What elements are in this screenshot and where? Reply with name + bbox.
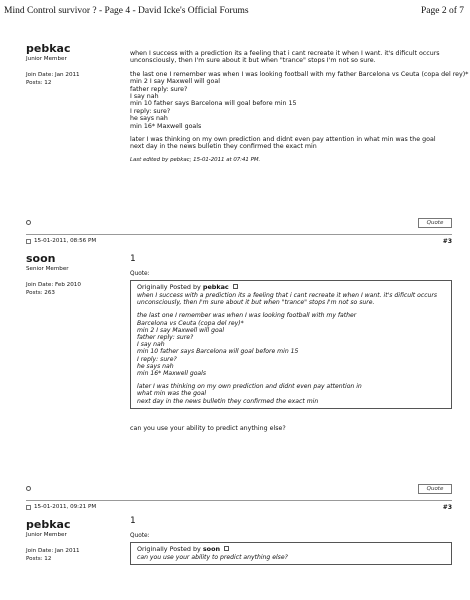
- post-line: the last one I remember was when I was looking football with my father Barcelona vs Ceuta (copa del rey)*: [130, 70, 469, 78]
- post-line: father reply: sure?: [130, 85, 188, 93]
- quote-attribution: [137, 284, 445, 291]
- author-name[interactable]: pebkac: [26, 518, 71, 531]
- quote-line: the last one I remember was when I was looking football with my father: [137, 312, 357, 320]
- author-block: [26, 252, 126, 297]
- view-post-icon[interactable]: [224, 546, 229, 551]
- quote-prefix: Originally Posted by: [137, 282, 201, 291]
- post-dateline: [26, 238, 452, 247]
- post-date: 15-01-2011, 08:56 PM: [34, 238, 97, 244]
- user-meta: [26, 281, 126, 297]
- quote-author[interactable]: pebkac: [202, 282, 229, 291]
- page-number: Page 2 of 7: [420, 6, 464, 16]
- user-meta: [26, 547, 126, 563]
- quote-attribution: [137, 546, 445, 553]
- post-line: min 16* Maxwell goals: [130, 122, 202, 130]
- post-count: Posts: 263: [26, 290, 55, 296]
- post-number-link[interactable]: #3: [442, 504, 452, 511]
- post-date-icon: [26, 505, 31, 510]
- join-date: Join Date: Feb 2010: [26, 282, 81, 288]
- post-line: next day in the news bulletin they confirmed the exact min: [130, 143, 317, 151]
- page-header: [4, 6, 464, 20]
- post-line: min 2 I say Maxwell will goal: [130, 78, 221, 86]
- view-post-icon[interactable]: [233, 284, 238, 289]
- quote-paragraph: [137, 383, 445, 405]
- quote-paragraph: when I success with a prediction its a feeling that i cant recreate it when I want. it's dificult occurs unconsciously, then I'm sure about it but when "trance" stops I'm not so sure.: [137, 292, 438, 307]
- post-paragraph: [130, 70, 469, 130]
- quote-paragraph: [137, 312, 445, 377]
- online-status-icon: [26, 486, 31, 491]
- author-name[interactable]: pebkac: [26, 42, 71, 55]
- post-body: [130, 518, 452, 565]
- page-title: Mind Control survivor ? - Page 4 - David Icke's Official Forums: [4, 6, 249, 16]
- post-number-link[interactable]: #3: [442, 238, 452, 245]
- quote-line: I say nah: [137, 341, 165, 349]
- author-name[interactable]: soon: [26, 252, 56, 265]
- quote-label: Quote:: [130, 533, 150, 540]
- quote-box: [130, 542, 452, 565]
- online-status-icon: [26, 220, 31, 225]
- quote-text: can you use your ability to predict anything else?: [137, 554, 288, 562]
- quote-button[interactable]: Quote: [418, 218, 452, 228]
- quote-text: [137, 292, 445, 405]
- quote-line: Barcelona vs Ceuta (copa del rey)*: [137, 319, 244, 327]
- user-meta: [26, 71, 126, 87]
- post-line: he says nah: [130, 115, 168, 123]
- post-dateline: [26, 504, 452, 513]
- post-divider: [26, 234, 452, 235]
- post-reply-text: can you use your ability to predict anything else?: [130, 424, 286, 432]
- quote-button[interactable]: Quote: [418, 484, 452, 494]
- quote-line: min 16* Maxwell goals: [137, 370, 207, 378]
- join-date: Join Date: Jan 2011: [26, 548, 80, 554]
- quote-line: what min was the goal: [137, 390, 207, 398]
- quote-prefix: Originally Posted by: [137, 544, 201, 553]
- post-divider: [26, 500, 452, 501]
- author-block: [26, 518, 126, 563]
- post-paragraph: [130, 136, 452, 151]
- post-icon: 1: [130, 254, 136, 264]
- quote-line: father reply: sure?: [137, 334, 194, 342]
- post-body: [130, 256, 452, 432]
- post-line: min 10 father says Barcelona will goal before min 15: [130, 100, 297, 108]
- quote-line: later I was thinking on my own prediction and didnt even pay attention in: [137, 383, 362, 391]
- quote-line: min 10 father says Barcelona will goal before min 15: [137, 348, 299, 356]
- quote-line: next day in the news bulletin they confirmed the exact min: [137, 397, 319, 405]
- post-body: [130, 50, 469, 170]
- post-1: [26, 42, 469, 212]
- quote-label: Quote:: [130, 271, 150, 278]
- post-icon: 1: [130, 516, 136, 526]
- post-date-icon: [26, 239, 31, 244]
- author-block: [26, 42, 126, 87]
- join-date: Join Date: Jan 2011: [26, 72, 80, 78]
- post-3: [26, 518, 452, 594]
- user-title: Junior Member: [26, 532, 67, 538]
- post-line: later I was thinking on my own prediction and didnt even pay attention in what min was the goal: [130, 136, 436, 144]
- post-line: I say nah: [130, 93, 159, 101]
- post-count: Posts: 12: [26, 556, 52, 562]
- post-line: I reply: sure?: [130, 107, 171, 115]
- quote-line: min 2 I say Maxwell will goal: [137, 326, 225, 334]
- user-title: Junior Member: [26, 56, 67, 62]
- quote-line: I reply: sure?: [137, 355, 177, 363]
- edited-note: Last edited by pebkac; 15-01-2011 at 07:41 PM.: [130, 156, 261, 163]
- post-2: [26, 252, 452, 482]
- user-title: Senior Member: [26, 266, 69, 272]
- post-paragraph: when I success with a prediction its a feeling that i cant recreate it when I want. it's dificult occurs unconsciously, then I'm sure about it but when "trance" stops I'm not so sure.: [130, 50, 440, 65]
- quote-line: he says nah: [137, 362, 174, 370]
- quote-author[interactable]: soon: [202, 544, 221, 553]
- quote-box: [130, 280, 452, 409]
- post-date: 15-01-2011, 09:21 PM: [34, 504, 97, 510]
- post-count: Posts: 12: [26, 80, 52, 86]
